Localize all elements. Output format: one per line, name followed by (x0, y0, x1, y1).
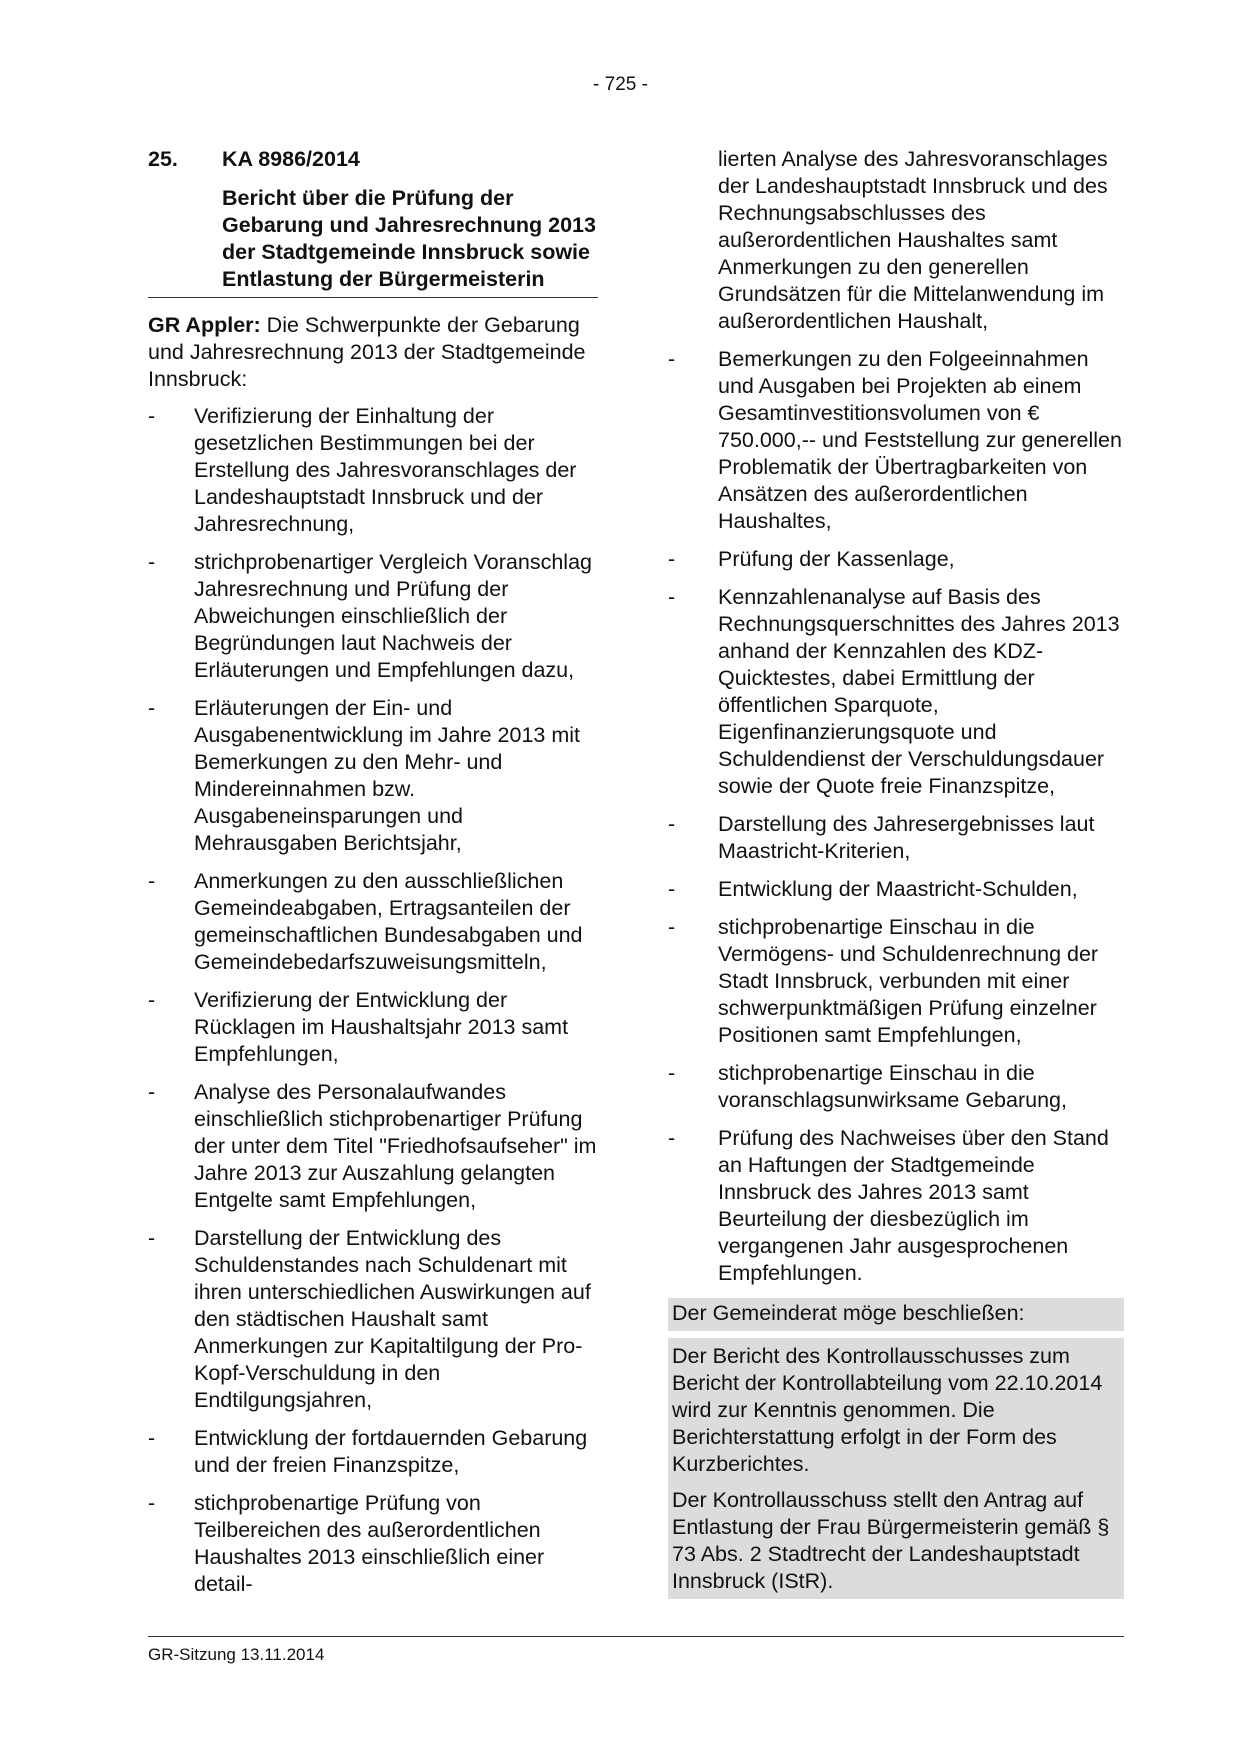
list-item (148, 987, 598, 1068)
list-item (148, 403, 598, 538)
list-item (148, 868, 598, 976)
intro-text: Die Schwerpunkte der Gebarung und Jahresrechnung 2013 der Stadtgemeinde Innsbruck: (148, 313, 586, 391)
resolution-separator (668, 1331, 1124, 1338)
dash-bullet: - (668, 915, 676, 939)
dash-bullet: - (148, 404, 156, 428)
dash-bullet: - (668, 547, 676, 571)
right-bullet-list (668, 346, 1124, 1287)
intro-paragraph (148, 312, 598, 393)
list-item (148, 1079, 598, 1214)
resolution-paragraph: Der Kontrollausschuss stellt den Antrag auf Entlastung der Frau Bürgermeisterin gemäß § 73 Abs. 2 Stadtrecht der Landeshauptstadt Innsbruck (IStR). (672, 1488, 1110, 1593)
left-column (148, 146, 598, 1609)
dash-bullet: - (668, 1061, 676, 1085)
list-item-text: Darstellung der Entwicklung des Schuldenstandes nach Schuldenart mit ihren unterschiedlichen Auswirkungen auf den städtischen Haushalt samt Anmerkungen zur Kapitaltilgung der Pro-Kopf-Verschuldung in den Endtilgungsjahren, (194, 1226, 591, 1412)
list-item (668, 914, 1124, 1049)
list-item-text: stichprobenartige Einschau in die voranschlagsunwirksame Gebarung, (718, 1061, 1067, 1112)
footer-divider (148, 1636, 1124, 1637)
list-item (668, 811, 1124, 865)
title-divider (148, 297, 598, 298)
list-item-text: stichprobenartige Einschau in die Vermögens- und Schuldenrechnung der Stadt Innsbruck, verbunden mit einer schwerpunktmäßigen Prüfung einzelner Positionen samt Empfehlungen, (718, 915, 1099, 1047)
list-item-text: strichprobenartiger Vergleich Voranschlag Jahresrechnung und Prüfung der Abweichungen einschließlich der Begründungen laut Nachweis der Erläuterungen und Empfehlungen dazu, (194, 550, 592, 682)
list-item (148, 1425, 598, 1479)
right-column (668, 146, 1124, 1599)
left-bullet-list (148, 403, 598, 1598)
page-number: - 725 - (593, 74, 648, 95)
dash-bullet: - (668, 812, 676, 836)
list-item (668, 546, 1124, 573)
list-item-text: Anmerkungen zu den ausschließlichen Gemeindeabgaben, Ertragsanteilen der gemeinschaftlichen Bundesabgaben und Gemeindebedarfszuweisungsmitteln, (194, 869, 583, 974)
agenda-item-title: Bericht über die Prüfung der Gebarung und Jahresrechnung 2013 der Stadtgemeinde Innsbruck sowie Entlastung der Bürgermeisterin (222, 186, 596, 291)
resolution-paragraph: Der Bericht des Kontrollausschusses zum Bericht der Kontrollabteilung vom 22.10.2014 wird zur Kenntnis genommen. Die Berichterstattung erfolgt in der Form des Kurzberichtes. (672, 1344, 1103, 1476)
list-item-text: Prüfung der Kassenlage, (718, 547, 955, 571)
list-item (668, 876, 1124, 903)
list-item (668, 1060, 1124, 1114)
footer-session-date: GR-Sitzung 13.11.2014 (148, 1645, 325, 1664)
dash-bullet: - (668, 585, 676, 609)
list-item-text: Analyse des Personalaufwandes einschließlich stichprobenartiger Prüfung der unter dem Titel "Friedhofsaufseher" im Jahre 2013 zur Auszahlung gelangten Entgelte samt Empfehlungen, (194, 1080, 597, 1212)
list-item-text: Kennzahlenanalyse auf Basis des Rechnungsquerschnittes des Jahres 2013 anhand der Kennzahlen des KDZ-Quicktestes, dabei Ermittlung der öffentlichen Sparquote, Eigenfinanzierungsquote und Schuldendienst der Verschuldungsdauer sowie der Quote freie Finanzspitze, (718, 585, 1120, 798)
dash-bullet: - (668, 347, 676, 371)
dash-bullet: - (148, 696, 156, 720)
list-item-text: stichprobenartige Prüfung von Teilbereichen des außerordentlichen Haushaltes 2013 einschließlich einer detail- (194, 1491, 545, 1596)
dash-bullet: - (148, 1491, 156, 1515)
list-item-text: Entwicklung der Maastricht-Schulden, (718, 877, 1078, 901)
list-item-text: Darstellung des Jahresergebnisses laut Maastricht-Kriterien, (718, 812, 1095, 863)
list-item (148, 1490, 598, 1598)
dash-bullet: - (148, 550, 156, 574)
list-item (668, 1125, 1124, 1287)
agenda-item-reference: KA 8986/2014 (222, 147, 360, 171)
list-item (148, 1225, 598, 1414)
agenda-item-header (148, 146, 598, 173)
dash-bullet: - (148, 1426, 156, 1450)
list-item-text: Erläuterungen der Ein- und Ausgabenentwicklung im Jahre 2013 mit Bemerkungen zu den Mehr- und Mindereinnahmen bzw. Ausgabeneinsparungen und Mehrausgaben Berichtsjahr, (194, 696, 581, 855)
dash-bullet: - (148, 988, 156, 1012)
list-item-text: Prüfung des Nachweises über den Stand an Haftungen der Stadtgemeinde Innsbruck des Jahres 2013 samt Beurteilung der diesbezüglich im vergangenen Jahr ausgesprochenen Empfehlungen. (718, 1126, 1109, 1285)
list-item (148, 695, 598, 857)
agenda-item-number: 25. (148, 147, 178, 171)
resolution-box (668, 1298, 1124, 1599)
list-item-text: Verifizierung der Entwicklung der Rücklagen im Haushaltsjahr 2013 samt Empfehlungen, (194, 988, 569, 1066)
list-item (148, 549, 598, 684)
list-item-text: Entwicklung der fortdauernden Gebarung und der freien Finanzspitze, (194, 1426, 588, 1477)
list-item-text: Verifizierung der Einhaltung der gesetzlichen Bestimmungen bei der Erstellung des Jahresvoranschlages der Landeshauptstadt Innsbruck und der Jahresrechnung, (194, 404, 577, 536)
speaker-name: GR Appler: (148, 313, 261, 337)
dash-bullet: - (148, 1080, 156, 1104)
list-item-continuation: lierten Analyse des Jahresvoranschlages der Landeshauptstadt Innsbruck und des Rechnungsabschlusses des außerordentlichen Haushaltes samt Anmerkungen zu den generellen Grundsätzen für die Mittelanwendung im außerordentlichen Haushalt, (718, 147, 1108, 333)
dash-bullet: - (148, 1226, 156, 1250)
list-item-text: Bemerkungen zu den Folgeeinnahmen und Ausgaben bei Projekten ab einem Gesamtinvestitionsvolumen von € 750.000,-- und Feststellung zur generellen Problematik der Übertragbarkeiten von Ansätzen des außerordentlichen Haushaltes, (718, 347, 1122, 533)
list-item (668, 346, 1124, 535)
dash-bullet: - (668, 1126, 676, 1150)
dash-bullet: - (148, 869, 156, 893)
list-item (668, 584, 1124, 800)
resolution-heading: Der Gemeinderat möge beschließen: (672, 1301, 1025, 1325)
dash-bullet: - (668, 877, 676, 901)
